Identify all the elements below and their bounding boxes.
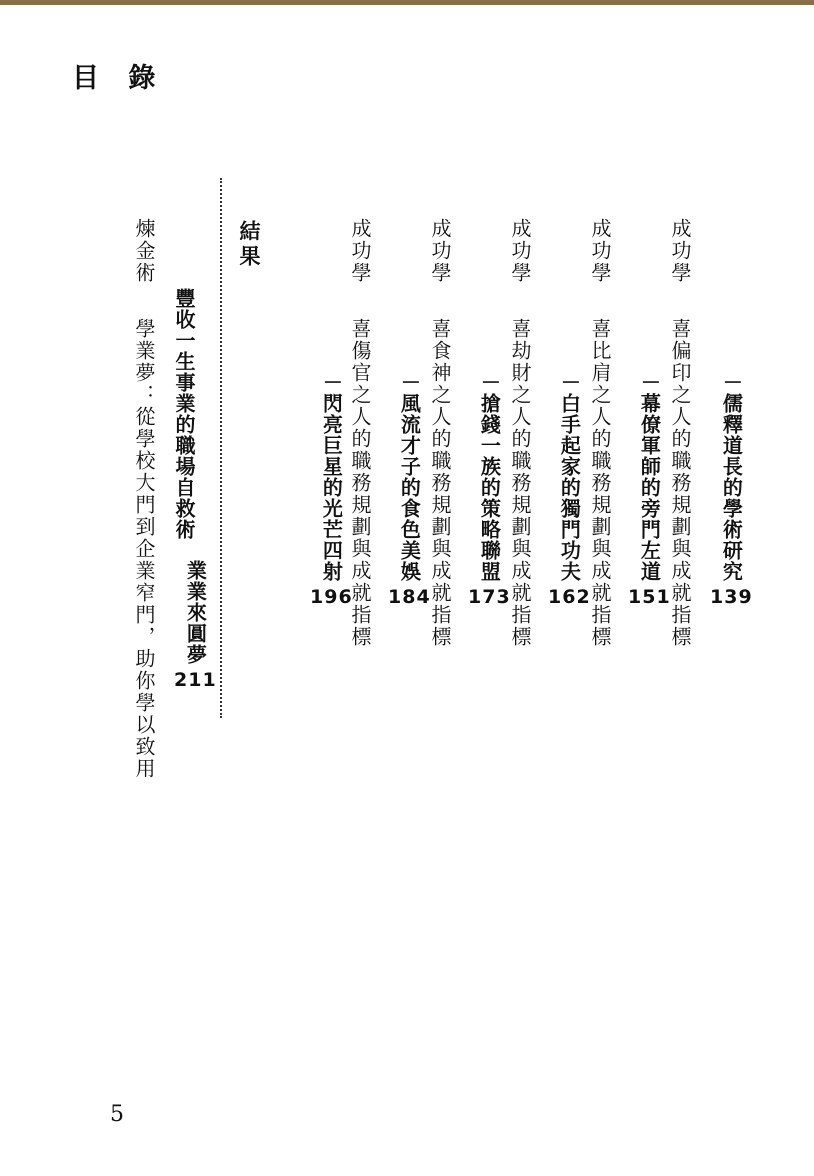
page-title: 目 錄 xyxy=(72,63,166,94)
entry-1-page[interactable]: 139 xyxy=(710,586,753,608)
entry-5-label: 成功學 xyxy=(348,218,372,284)
entry-3-subtitle: －白手起家的獨門功夫162 xyxy=(548,372,591,608)
entry-2-title: 喜比肩之人的職務規劃與成就指標 xyxy=(588,318,612,648)
entry-4-label: 成功學 xyxy=(428,218,452,284)
entry-2-subtitle: －幕僚軍師的旁門左道151 xyxy=(628,372,671,608)
top-border xyxy=(0,0,814,5)
dotted-separator xyxy=(220,178,222,718)
conclusion-page[interactable]: 211 xyxy=(174,669,217,691)
page-number: 5 xyxy=(110,1102,124,1127)
entry-5-subtitle: －風流才子的食色美娛184 xyxy=(388,372,431,608)
entry-4-title: 喜食神之人的職務規劃與成就指標 xyxy=(428,318,452,648)
conclusion-label: 結果 xyxy=(237,220,261,270)
entry-2-page[interactable]: 151 xyxy=(628,586,671,608)
entry-1-subtitle: －儒釋道長的學術研究139 xyxy=(710,372,753,608)
conclusion-subtitle: 業業來圓夢211 xyxy=(174,560,217,691)
entry-5-title: 喜傷官之人的職務規劃與成就指標 xyxy=(348,318,372,648)
entry-5-page[interactable]: 184 xyxy=(388,586,431,608)
entry-6-subtitle: －閃亮巨星的光芒四射196 xyxy=(310,372,353,608)
conclusion-title: 豐收一生事業的職場自救術 xyxy=(172,288,196,540)
entry-4-page[interactable]: 173 xyxy=(468,586,511,608)
entry-3-page[interactable]: 162 xyxy=(548,586,591,608)
entry-3-label: 成功學 xyxy=(508,218,532,284)
entry-1-label: 成功學 xyxy=(668,218,692,284)
entry-6-page[interactable]: 196 xyxy=(310,586,353,608)
appendix-label: 煉金術 xyxy=(132,218,156,284)
entry-1-title: 喜偏印之人的職務規劃與成就指標 xyxy=(668,318,692,648)
entry-2-label: 成功學 xyxy=(588,218,612,284)
entry-3-title: 喜劫財之人的職務規劃與成就指標 xyxy=(508,318,532,648)
appendix-title: 學業夢：從學校大門到企業窄門，助你學以致用 xyxy=(132,318,156,780)
entry-4-subtitle: －搶錢一族的策略聯盟173 xyxy=(468,372,511,608)
